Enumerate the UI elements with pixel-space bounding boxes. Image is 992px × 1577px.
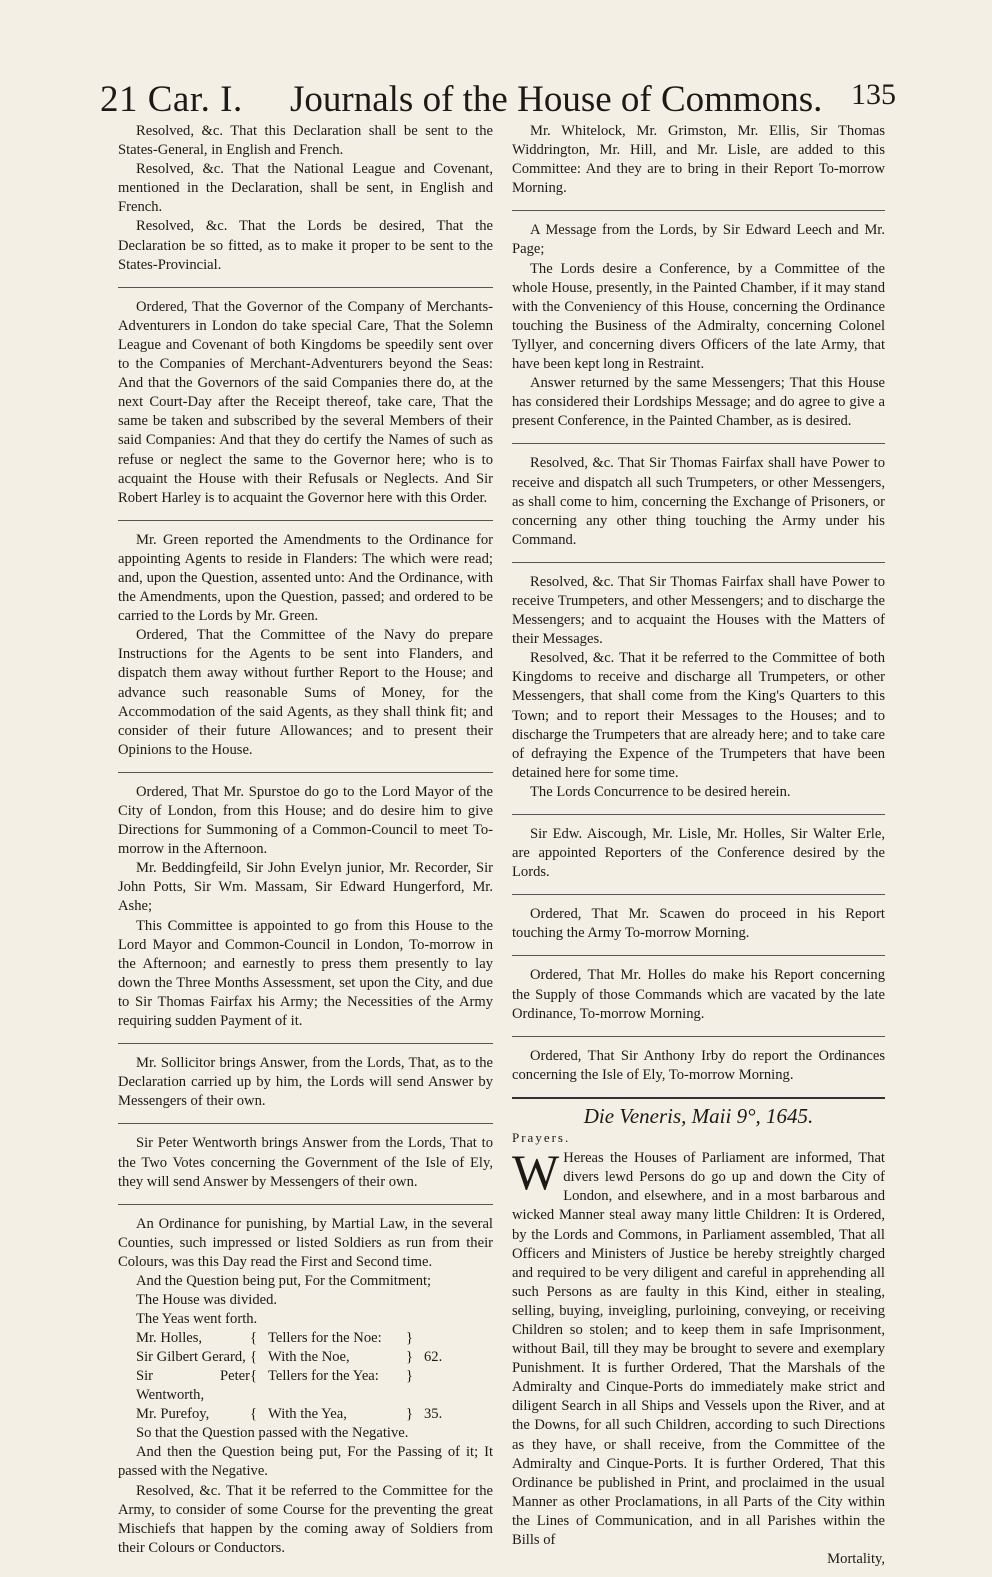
regnal-year: 21 Car. I. bbox=[100, 79, 243, 120]
entry-paragraph: Ordered, That the Governor of the Company of Merchants-Adventurers in London do take special Care, That the Solemn League and Covenant of both Kingdoms be speedily sent over to the Companies of Merchant-Adventurers beyond the Seas: And that the Governors of the said Companies there do, at the next Court-Day after the Receipt thereof, take care, That the same be taken and subscribed by the several Members of their said Companies: And that they do certify the Names of such as refuse or neglect the same to the Governor here; who is to acquaint the House with their Refusals or Neglects. And Sir Robert Harley is to acquaint the Governor here with this Order. bbox=[118, 298, 493, 506]
entry-paragraph: Mr. Sollicitor brings Answer, from the Lords, That, as to the Declaration carried up by him, the Lords will send Answer by Messengers of their own. bbox=[118, 1055, 493, 1110]
brace-glyph: } bbox=[406, 1368, 414, 1385]
section-divider bbox=[118, 1204, 493, 1205]
division-table bbox=[118, 1329, 493, 1424]
entry-paragraph: This Committee is appointed to go from this House to the Lord Mayor and Common-Council in London, To-morrow in the Afternoon; and earnestly to press them presently to lay down the Three Months Assessment, set upon the City, and due to Sir Thomas Fairfax his Army; the Necessities of the Army requiring sudden Payment of it. bbox=[118, 917, 493, 1030]
entry-paragraph: Sir Peter Wentworth brings Answer from the Lords, That to the Two Votes concerning the Government of the Isle of Ely, they will send Answer by Messengers of their own. bbox=[118, 1135, 493, 1190]
ordinance-paragraph bbox=[512, 1144, 885, 1550]
drop-cap: W bbox=[512, 1144, 560, 1201]
entry-paragraph: Ordered, That the Committee of the Navy do prepare Instructions for the Agents to be sent into Flanders, and dispatch them away without further Report to the House; and advance such reasonable Sums of Money, for the Accommodation of the said Agents, as they shall think fit; and consider of their future Allowances; and to present their Opinions to the House. bbox=[118, 627, 493, 758]
entry-paragraph: Answer returned by the same Messengers; That this House has considered their Lordships Message; and do agree to give a present Conference, in the Painted Chamber, as is desired. bbox=[512, 375, 885, 430]
division-row bbox=[118, 1405, 493, 1424]
teller-name: Sir Gilbert Gerard, bbox=[136, 1349, 246, 1366]
entry-paragraph: A Message from the Lords, by Sir Edward Leech and Mr. Page; bbox=[512, 222, 885, 258]
entry-paragraph: Mr. Beddingfeild, Sir John Evelyn junior, Mr. Recorder, Sir John Potts, Sir Wm. Massam, Sir Edward Hungerford, Mr. Ashe; bbox=[118, 860, 493, 915]
entry-paragraph: Mr. Whitelock, Mr. Grimston, Mr. Ellis, Sir Thomas Widdrington, Mr. Hill, and Mr. Lisle, are added to this Committee: And they are to bring in their Report To-morrow Morning. bbox=[512, 123, 885, 197]
entry-paragraph: Ordered, That Mr. Holles do make his Report concerning the Supply of those Commands which are vacated by the late Ordinance, To-morrow Morning. bbox=[512, 967, 885, 1022]
vote-count: 62. bbox=[424, 1349, 443, 1366]
entry-paragraph: And then the Question being put, For the Passing of it; It passed with the Negative. bbox=[118, 1444, 493, 1480]
entry-paragraph: And the Question being put, For the Commitment; bbox=[136, 1272, 432, 1289]
entry-paragraph: An Ordinance for punishing, by Martial Law, in the several Counties, such impressed or listed Soldiers as run from their Colours, was this Day read the First and Second time. bbox=[118, 1215, 493, 1270]
division-row bbox=[118, 1348, 493, 1367]
teller-role: With the Yea, bbox=[268, 1406, 347, 1423]
section-divider bbox=[512, 562, 885, 563]
entry-paragraph: Resolved, &c. That this Declaration shall be sent to the States-General, in English and French. bbox=[118, 123, 493, 159]
ordinance-text: Hereas the Houses of Parliament are informed, That divers lewd Persons do go up and down the City of London, and elsewhere, and in a most barbarous and wicked Manner steal away many little Children: It is Ordered, by the Lords and Commons, in Parliament assembled, That all Officers and Ministers of Justice be hereby streightly charged and required to be very diligent and careful in apprehending all such Persons as are faulty in this Kind, either in stealing, selling, buying, inveigling, purloining, conveying, or receiving Children so stolen; and to keep them in safe Imprisonment, without Bail, till they may be brought to severe and exemplary Punishment. It is further Ordered, That the Marshals of the Admiralty and Cinque-Ports do immediately make strict and diligent Search in all Ships and Vessels upon the River, and at the Downs, for all such Children, according to such Directions as they have, or shall receive, from the Committee of the Admiralty and Cinque-Ports. It is further Ordered, That this Ordinance be published in Print, and proclaimed in the usual Manner as other Proclamations, in all Parts of the City within the Lines of Communication, and in all Parishes within the Bills of bbox=[512, 1150, 885, 1548]
brace-glyph: { bbox=[250, 1406, 258, 1423]
entry-paragraph: Resolved, &c. That Sir Thomas Fairfax shall have Power to receive and dispatch all such Trumpeters, or other Messengers, as shall come to him, concerning the Exchange of Prisoners, or concerning any other thing touching the Army under his Command. bbox=[512, 455, 885, 548]
entry-paragraph: Resolved, &c. That Sir Thomas Fairfax shall have Power to receive Trumpeters, and other Messengers; and to discharge the Messengers; and to acquaint the Houses with the Matters of their Messages. bbox=[512, 573, 885, 648]
entry-paragraph: The Lords desire a Conference, by a Committee of the whole House, presently, in the Painted Chamber, if it may stand with the Conveniency of this House, concerning the Ordinance touching the Business of the Admiralty, concerning Colonel Tyllyer, and concerning divers Officers of the late Army, that have been kept long in Restraint. bbox=[512, 260, 885, 373]
teller-name: Mr. Purefoy, bbox=[136, 1406, 210, 1423]
entry-paragraph: Sir Edw. Aiscough, Mr. Lisle, Mr. Holles, Sir Walter Erle, are appointed Reporters of the Conference desired by the Lords. bbox=[512, 826, 885, 881]
section-divider bbox=[118, 287, 493, 288]
teller-name: Mr. Holles, bbox=[136, 1330, 203, 1347]
division-row bbox=[118, 1367, 493, 1405]
teller-name: Sir Peter Wentworth, bbox=[136, 1368, 250, 1404]
entry-paragraph: Resolved, &c. That the National League and Covenant, mentioned in the Declaration, shall be sent, in English and French. bbox=[118, 161, 493, 216]
day-heading: Die Veneris, Maii 9°, 1645. bbox=[583, 1103, 814, 1128]
brace-glyph: } bbox=[406, 1330, 414, 1347]
entry-paragraph: Ordered, That Sir Anthony Irby do report the Ordinances concerning the Isle of Ely, To-morrow Morning. bbox=[512, 1047, 885, 1083]
entry-paragraph: Ordered, That Mr. Scawen do proceed in his Report touching the Army To-morrow Morning. bbox=[512, 906, 885, 942]
entry-paragraph: Ordered, That Mr. Spurstoe do go to the Lord Mayor of the City of London, from this House; and do desire him to give Directions for Summoning of a Common-Council to meet To-morrow in the Afternoon. bbox=[118, 783, 493, 858]
brace-glyph: { bbox=[250, 1368, 258, 1385]
entry-paragraph: Resolved, &c. That it be referred to the Committee for the Army, to consider of some Course for the preventing the great Mischiefs that happen by the coming away of Soldiers from their Colours or Conductors. bbox=[118, 1482, 493, 1556]
brace-glyph: { bbox=[250, 1349, 258, 1366]
teller-role: Tellers for the Yea: bbox=[268, 1368, 379, 1385]
entry-paragraph: Resolved, &c. That the Lords be desired, That the Declaration be so fitted, as to make it proper to be sent to the States-Provincial. bbox=[118, 218, 493, 273]
vote-count bbox=[424, 1329, 464, 1348]
entry-paragraph: The House was divided. bbox=[136, 1292, 278, 1309]
entry-paragraph: Resolved, &c. That it be referred to the Committee of both Kingdoms to receive and discharge all Trumpeters, or other Messengers, that shall come from the King's Quarters to this Town; and to report their Messages to the Houses; and to discharge the Trumpeters that are already here; and to take care of defraying the Expence of the Trumpeters that have been detained here for some time. bbox=[512, 650, 885, 781]
day-separator bbox=[512, 1097, 885, 1099]
section-divider bbox=[512, 894, 885, 895]
right-column bbox=[512, 122, 885, 1569]
section-divider bbox=[118, 1043, 493, 1044]
section-divider bbox=[512, 443, 885, 444]
section-divider bbox=[118, 520, 493, 521]
journal-title: Journals of the House of Commons. bbox=[290, 79, 823, 120]
section-divider bbox=[512, 1036, 885, 1037]
entry-paragraph: The Lords Concurrence to be desired herein. bbox=[530, 783, 791, 800]
section-divider bbox=[512, 955, 885, 956]
section-divider bbox=[512, 210, 885, 211]
entry-paragraph: So that the Question passed with the Negative. bbox=[136, 1425, 409, 1442]
section-divider bbox=[118, 772, 493, 773]
vote-count: 35. bbox=[424, 1406, 443, 1423]
section-divider bbox=[118, 1123, 493, 1124]
entry-paragraph: Mr. Green reported the Amendments to the Ordinance for appointing Agents to reside in Flanders: The which were read; and, upon the Question, assented unto: And the Ordinance, with the Amendments, upon the Question, passed; and ordered to be carried to the Lords by Mr. Green. bbox=[118, 531, 493, 625]
page-number: 135 bbox=[851, 78, 896, 111]
teller-role: Tellers for the Noe: bbox=[268, 1330, 382, 1347]
section-divider bbox=[512, 814, 885, 815]
catchword: Mortality, bbox=[827, 1551, 885, 1568]
brace-glyph: { bbox=[250, 1330, 258, 1347]
brace-glyph: } bbox=[406, 1349, 414, 1366]
prayers-heading: Prayers. bbox=[512, 1130, 571, 1146]
entry-paragraph: The Yeas went forth. bbox=[136, 1311, 258, 1328]
division-row bbox=[118, 1329, 493, 1348]
teller-role: With the Noe, bbox=[268, 1349, 350, 1366]
left-column bbox=[118, 122, 493, 1558]
brace-glyph: } bbox=[406, 1406, 414, 1423]
vote-count bbox=[424, 1367, 464, 1405]
